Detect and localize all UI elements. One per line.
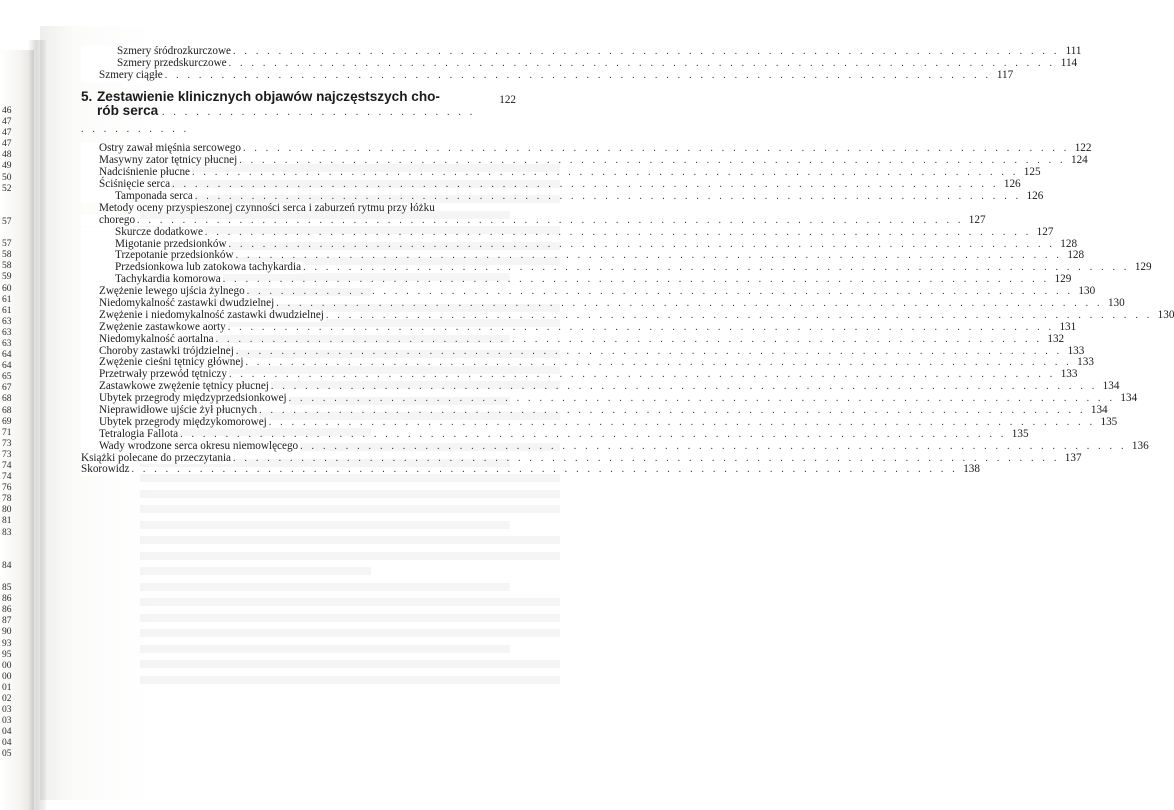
toc-entry xyxy=(81,56,1078,70)
bleed-text-line xyxy=(140,629,560,637)
bleed-text-line xyxy=(140,505,560,513)
previous-page-number xyxy=(2,206,18,217)
toc-entry-page: 129 xyxy=(1130,262,1152,274)
previous-page-number: 73 xyxy=(2,449,12,460)
chapter-title-line2: rób serca xyxy=(97,103,159,119)
toc-entry-page: 111 xyxy=(1060,46,1082,58)
toc-entry-label: Skurcze dodatkowe xyxy=(81,227,205,239)
previous-page-number: 81 xyxy=(2,516,12,527)
toc-entry-page: 114 xyxy=(1055,58,1077,70)
toc-leader-dots: . . . . . . . . . . . . . . . . . . . . . . . . . . . . . . . . . . . . . . . . . . . . . . . . . . . . . . . . . . . . . . . . . . . . . . . . . xyxy=(239,155,1066,167)
toc-entry-label: Migotanie przedsionków xyxy=(81,239,229,251)
toc-entry-page: 126 xyxy=(999,179,1021,191)
previous-page-number: 64 xyxy=(2,361,12,372)
toc-entry-page: 125 xyxy=(1019,167,1041,179)
toc-leader-dots: . . . . . . . . . . . . . . . . . . . . . . . . . . . . . . . . . . . . . . . . . . . . . . . . . . . . . . . . . . . . . . . . . . . . . . . . . xyxy=(228,369,1056,381)
toc-leader-dots: . . . . . . . . . . . . . . . . . . . . . . . . . . . . . . . . . . . . . . . . . . . . . . . . . . . . . . . . . . . . . . . . . . . . . . . . . xyxy=(259,404,1086,416)
previous-page-number xyxy=(2,195,18,206)
previous-page-number: 74 xyxy=(2,461,12,471)
previous-page-number: 76 xyxy=(2,483,12,494)
bleed-text-line xyxy=(140,583,510,591)
toc-entry-label: Wady wrodzone serca okresu niemowlęcego xyxy=(81,441,300,453)
toc-leader-dots: . . . . . . . . . . . . . . . . . . . . . . . . . . . . . . . . . . . . . . . . . . . . . . . . . . . . . . . . . . . . . . . . . . . . . . . . . xyxy=(242,143,1070,155)
previous-page-number: 83 xyxy=(2,527,12,538)
toc-entry-page: 130 xyxy=(1103,298,1125,310)
previous-page-number: 68 xyxy=(2,405,12,416)
previous-page-number: 80 xyxy=(2,505,12,516)
toc-entry-page: 117 xyxy=(991,70,1013,82)
toc-entry-label: Zastawkowe zwężenie tętnicy płucnej xyxy=(81,381,271,393)
previous-page-number: 78 xyxy=(2,494,12,505)
previous-page-number: 00 xyxy=(2,671,12,682)
toc-entry-label: Zwężenie lewego ujścia żylnego xyxy=(81,286,247,298)
toc-entry xyxy=(81,439,1149,453)
toc-entry-page: 134 xyxy=(1097,381,1119,393)
toc-leader-dots: . . . . . . . . . . . . . . . . . . . . . . . . . . . . . . . . . . . . . . . . . . . . . . . . . . . . . . . . . . . . . . . . . . . . . . . . . xyxy=(215,333,1043,345)
previous-page-number: 63 xyxy=(2,316,12,327)
toc-entry-page: 135 xyxy=(1095,417,1117,429)
previous-page-number xyxy=(2,228,18,239)
previous-page-number xyxy=(2,539,18,550)
previous-page-number: 68 xyxy=(2,394,12,405)
previous-page-number: 03 xyxy=(2,716,12,727)
toc-entry-page: 129 xyxy=(1049,274,1071,286)
previous-page-number: 58 xyxy=(2,261,12,272)
toc-entry-label: Szmery ciągłe xyxy=(81,70,165,82)
bleed-text-line xyxy=(140,552,560,560)
bleed-text-line xyxy=(140,521,510,529)
previous-page-number: 95 xyxy=(2,649,12,660)
bleed-text-line xyxy=(140,645,510,653)
toc-entry-page: 128 xyxy=(1055,239,1077,251)
toc-entry-label: Niedomykalność zastawki dwudzielnej xyxy=(81,298,276,310)
toc-entry xyxy=(81,332,1065,346)
previous-page-number: 86 xyxy=(2,594,12,605)
previous-page-number: 04 xyxy=(2,727,12,738)
toc-entry xyxy=(81,427,1029,441)
toc-entry-label: Zwężenie zastawkowe aorty xyxy=(81,322,228,334)
chapter-number: 5. xyxy=(81,88,93,104)
toc-leader-dots: . . . . . . . . . . . . . . . . . . . . . . . . . . . . . . . . . . . . . . . . . . . . . . . . . . . . . . . . . . . . . . . . . . . . . . . . . xyxy=(233,45,1060,57)
toc-group-end-matter xyxy=(81,451,1082,477)
previous-page-number: 63 xyxy=(2,338,12,349)
bleed-text-line xyxy=(140,614,560,622)
toc-entry-label: Przetrwały przewód tętniczy xyxy=(81,369,229,381)
toc-entry-label: Zwężenie cieśni tętnicy głównej xyxy=(81,357,245,369)
toc-entry-label: Skorowidz xyxy=(81,463,130,476)
previous-page-number: 47 xyxy=(2,128,12,139)
toc-entry-page: 132 xyxy=(1042,334,1064,346)
toc-leader-dots: . . . . . . . . . . . . . . . . . . . . . . . . . . . . . . . . . . . . . . . . . . . . . . . . . . . . . . . . . . . . . . . . . . . . . . . . . xyxy=(235,345,1063,357)
toc-entry-page: 128 xyxy=(1062,250,1084,262)
toc-entry-label: Ostry zawał mięśnia sercowego xyxy=(81,143,243,155)
toc-leader-dots: . . . . . . . . . . . . . . . . . . . . . . . . . . . . . . . . . . . . . . . . . . . . . . . . . . . . . . . . . . . . . . . . . . . . . . . . . xyxy=(222,274,1050,286)
toc-entry xyxy=(81,225,1054,239)
toc-leader-dots: . . . . . . . . . . . . . . . . . . . . . . . . . . . . . . . . . . . . . . . . . . . . . . . . . . . . . . . . . . . . . . . . . . . . . . . . . xyxy=(131,464,958,476)
toc-leader-dots: . . . . . . . . . . . . . . . . . . . . . . . . . . . . . . . . . . . . . . . . . . . . . . . . . . . . . . . . . . . . . . . . . . . . . . . . . xyxy=(325,309,1153,321)
toc-entry-page: 130 xyxy=(1073,286,1095,298)
toc-entry xyxy=(81,68,1014,82)
toc-entry-label: Szmery śródrozkurczowe xyxy=(81,46,233,58)
toc-leader-dots: . . . . . . . . . . . . . . . . . . . . . . . . . . . . . . . . . . . . . . . . . . . . . . . . . . . . . . . . . . . . . . . . . . . . . . . . . xyxy=(228,238,1056,250)
bleed-text-line xyxy=(140,598,560,606)
toc-entry-page: 134 xyxy=(1086,405,1108,417)
toc-leader-dots: . . . . . . . . . . . . . . . . . . . . . . . . . . . . . . . . . . . . . . . . . . . . . . . . . . . . . . . . . . . . . . . . . . . . . . . . . xyxy=(192,166,1019,178)
previous-page-number: 61 xyxy=(2,294,12,305)
toc-leader-dots: . . . . . . . . . . . . . . . . . . . . . . . . . . . . . . . . . . . . . . . . . . . . . . . . . . . . . . . . . . . . . . . . . . . . . . . . . xyxy=(268,416,1096,428)
toc-entry-page: 133 xyxy=(1055,369,1077,381)
toc-entry xyxy=(81,189,1044,203)
toc-group-acute xyxy=(81,142,1092,202)
toc-entry xyxy=(81,177,1021,191)
toc-entry xyxy=(81,308,1174,322)
toc-leader-dots: . . . . . . . . . . . . . . . . . . . . . . . . . . . . . . . . . . . . . . . . . . . . . . . . . . . . . . . . . . . . . . . . . . . . . . . . . xyxy=(137,214,964,226)
previous-page-index-numbers xyxy=(2,106,18,761)
toc-entry-multiline xyxy=(81,201,986,227)
toc-group-rhythm xyxy=(81,225,1152,286)
bleed-text-line xyxy=(140,536,560,544)
toc-leader-dots: . . . . . . . . . . . . . . . . . . . . . . . . . . . . . . . . . . . . . . . . . . . . . . . . . . . . . . . . . . . . . . . . . . . . . . . . . xyxy=(288,393,1116,405)
toc-entry-page: 124 xyxy=(1066,155,1088,167)
toc-leader-dots: . . . . . . . . . . . . . . . . . . . . . . . . . . . . . . . . . . . . . . . . . . . . . . . . . . . . . . . . . . . . . . . . . . . . . . . . . xyxy=(172,178,999,190)
previous-page-number: 58 xyxy=(2,250,12,261)
previous-page-number: 93 xyxy=(2,638,12,649)
previous-page-number: 46 xyxy=(2,106,12,116)
toc-entry-label: Książki polecane do przeczytania xyxy=(81,451,232,464)
chapter-title-line1: Zestawienie klinicznych objawów najczęstszych cho- xyxy=(97,88,440,104)
previous-page-number: 74 xyxy=(2,472,12,483)
toc-entry-label-line1: Metody oceny przyspieszonej czynności serca i zaburzeń rytmu przy łóżku xyxy=(99,201,435,214)
toc-entry-label: Ubytek przegrody międzykomorowej xyxy=(81,417,269,429)
toc-entry xyxy=(81,463,980,476)
toc-leader-dots: . . . . . . . . . . . . . . . . . . . . . . . . . . . . . . . . . . . . . . xyxy=(81,107,476,135)
toc-entry-label: Przedsionkowa lub zatokowa tachykardia xyxy=(81,262,303,274)
book-gutter-shadow xyxy=(28,40,46,810)
previous-page-number xyxy=(2,550,18,561)
toc-entry-page: 136 xyxy=(1127,441,1149,453)
previous-page-number: 57 xyxy=(2,239,12,250)
previous-page-number: 03 xyxy=(2,705,12,716)
previous-page-number: 69 xyxy=(2,416,12,427)
previous-page-number: 87 xyxy=(2,616,12,627)
previous-page-number: 59 xyxy=(2,272,12,283)
previous-page-number: 01 xyxy=(2,682,12,693)
toc-entry-label: Szmery przedskurczowe xyxy=(81,58,229,70)
previous-page-number: 47 xyxy=(2,139,12,150)
toc-entry-label: Choroby zastawki trójdzielnej xyxy=(81,346,236,358)
toc-leader-dots: . . . . . . . . . . . . . . . . . . . . . . . . . . . . . . . . . . . . . . . . . . . . . . . . . . . . . . . . . . . . . . . . . . . . . . . . . xyxy=(246,286,1074,298)
toc-entry-page: 133 xyxy=(1072,357,1094,369)
previous-page-number: 60 xyxy=(2,283,12,294)
previous-page-number: 85 xyxy=(2,583,12,594)
toc-entry-label: Niedomykalność aortalna xyxy=(81,334,216,346)
previous-page-number: 84 xyxy=(2,560,12,571)
previous-page-number xyxy=(2,572,18,583)
toc-entry-page: 122 xyxy=(1069,143,1091,155)
previous-page-number: 61 xyxy=(2,305,12,316)
toc-entry xyxy=(81,451,1082,465)
bleed-text-line xyxy=(140,676,560,684)
toc-leader-dots: . . . . . . . . . . . . . . . . . . . . . . . . . . . . . . . . . . . . . . . . . . . . . . . . . . . . . . . . . . . . . . . . . . . . . . . . . xyxy=(227,321,1055,333)
toc-entry-page: 134 xyxy=(1115,393,1137,405)
toc-entry-label: Masywny zator tętnicy płucnej xyxy=(81,155,239,167)
toc-entry-label: Zwężenie i niedomykalność zastawki dwudzielnej xyxy=(81,310,326,322)
toc-entry-label: Ściśnięcie serca xyxy=(81,179,172,191)
chapter-5-heading xyxy=(81,88,516,138)
chapter-page-number: 122 xyxy=(499,93,516,106)
toc-entry-label: Nieprawidłowe ujście żył płucnych xyxy=(81,405,259,417)
previous-page-number: 48 xyxy=(2,150,12,161)
toc-entry-label: Tetralogia Fallota xyxy=(81,429,180,441)
previous-page-number: 86 xyxy=(2,605,12,616)
table-of-contents xyxy=(81,44,1174,476)
previous-page-number: 47 xyxy=(2,117,12,128)
toc-entry xyxy=(81,415,1118,429)
toc-entry-page: 133 xyxy=(1062,346,1084,358)
toc-entry-label: Tachykardia komorowa xyxy=(81,274,223,286)
previous-page-number: 63 xyxy=(2,327,12,338)
toc-leader-dots: . . . . . . . . . . . . . . . . . . . . . . . . . . . . . . . . . . . . . . . . . . . . . . . . . . . . . . . . . . . . . . . . . . . . . . . . . xyxy=(300,440,1127,452)
toc-entry-page: 127 xyxy=(964,215,986,227)
previous-page-number: 02 xyxy=(2,693,12,704)
toc-leader-dots: . . . . . . . . . . . . . . . . . . . . . . . . . . . . . . . . . . . . . . . . . . . . . . . . . . . . . . . . . . . . . . . . . . . . . . . . . xyxy=(228,57,1056,69)
toc-entry-page: 127 xyxy=(1031,227,1053,239)
toc-leader-dots: . . . . . . . . . . . . . . . . . . . . . . . . . . . . . . . . . . . . . . . . . . . . . . . . . . . . . . . . . . . . . . . . . . . . . . . . . xyxy=(164,69,992,81)
toc-leader-dots: . . . . . . . . . . . . . . . . . . . . . . . . . . . . . . . . . . . . . . . . . . . . . . . . . . . . . . . . . . . . . . . . . . . . . . . . . xyxy=(245,357,1072,369)
toc-entry-page: 131 xyxy=(1054,322,1076,334)
toc-entry-page: 137 xyxy=(1060,453,1082,465)
previous-page-number: 65 xyxy=(2,372,12,383)
previous-page-number: 52 xyxy=(2,183,12,194)
toc-leader-dots: . . . . . . . . . . . . . . . . . . . . . . . . . . . . . . . . . . . . . . . . . . . . . . . . . . . . . . . . . . . . . . . . . . . . . . . . . xyxy=(204,226,1032,238)
toc-entry-page: 135 xyxy=(1007,429,1029,441)
toc-entry-label: Tamponada serca xyxy=(81,191,195,203)
previous-page-number: 73 xyxy=(2,438,12,449)
previous-page-number: 71 xyxy=(2,427,12,438)
bleed-text-line xyxy=(140,490,560,498)
toc-entry-page: 126 xyxy=(1021,191,1043,203)
bleed-text-line xyxy=(140,567,371,575)
toc-group-murmurs xyxy=(81,44,1082,82)
toc-group-valves xyxy=(81,285,1174,452)
previous-page-number: 50 xyxy=(2,172,12,183)
toc-leader-dots: . . . . . . . . . . . . . . . . . . . . . . . . . . . . . . . . . . . . . . . . . . . . . . . . . . . . . . . . . . . . . . . . . . . . . . . . . xyxy=(233,452,1060,464)
toc-leader-dots: . . . . . . . . . . . . . . . . . . . . . . . . . . . . . . . . . . . . . . . . . . . . . . . . . . . . . . . . . . . . . . . . . . . . . . . . . xyxy=(235,250,1063,262)
previous-page-number: 67 xyxy=(2,383,12,394)
toc-entry-label-line2: chorego xyxy=(81,215,137,227)
toc-entry-page: 130 xyxy=(1152,310,1174,322)
toc-leader-dots: . . . . . . . . . . . . . . . . . . . . . . . . . . . . . . . . . . . . . . . . . . . . . . . . . . . . . . . . . . . . . . . . . . . . . . . . . xyxy=(180,428,1007,440)
previous-page-number: 00 xyxy=(2,660,12,671)
toc-entry-page: 138 xyxy=(958,464,980,476)
previous-page-number: 05 xyxy=(2,749,12,760)
toc-leader-dots: . . . . . . . . . . . . . . . . . . . . . . . . . . . . . . . . . . . . . . . . . . . . . . . . . . . . . . . . . . . . . . . . . . . . . . . . . xyxy=(276,297,1103,309)
toc-entry xyxy=(81,320,1077,334)
previous-page-number: 57 xyxy=(2,216,12,227)
toc-leader-dots: . . . . . . . . . . . . . . . . . . . . . . . . . . . . . . . . . . . . . . . . . . . . . . . . . . . . . . . . . . . . . . . . . . . . . . . . . xyxy=(270,381,1098,393)
toc-entry-label: Ubytek przegrody międzyprzedsionkowej xyxy=(81,393,289,405)
previous-page-number: 90 xyxy=(2,627,12,638)
toc-entry-label: Trzepotanie przedsionków xyxy=(81,250,236,262)
bleed-text-line xyxy=(140,660,560,668)
previous-page-number: 64 xyxy=(2,350,12,361)
previous-page-number: 49 xyxy=(2,161,12,172)
toc-leader-dots: . . . . . . . . . . . . . . . . . . . . . . . . . . . . . . . . . . . . . . . . . . . . . . . . . . . . . . . . . . . . . . . . . . . . . . . . . xyxy=(194,190,1022,202)
toc-entry-label: Nadciśnienie płucne xyxy=(81,167,192,179)
previous-page-number: 04 xyxy=(2,738,12,749)
toc-leader-dots: . . . . . . . . . . . . . . . . . . . . . . . . . . . . . . . . . . . . . . . . . . . . . . . . . . . . . . . . . . . . . . . . . . . . . . . . . xyxy=(303,262,1130,274)
